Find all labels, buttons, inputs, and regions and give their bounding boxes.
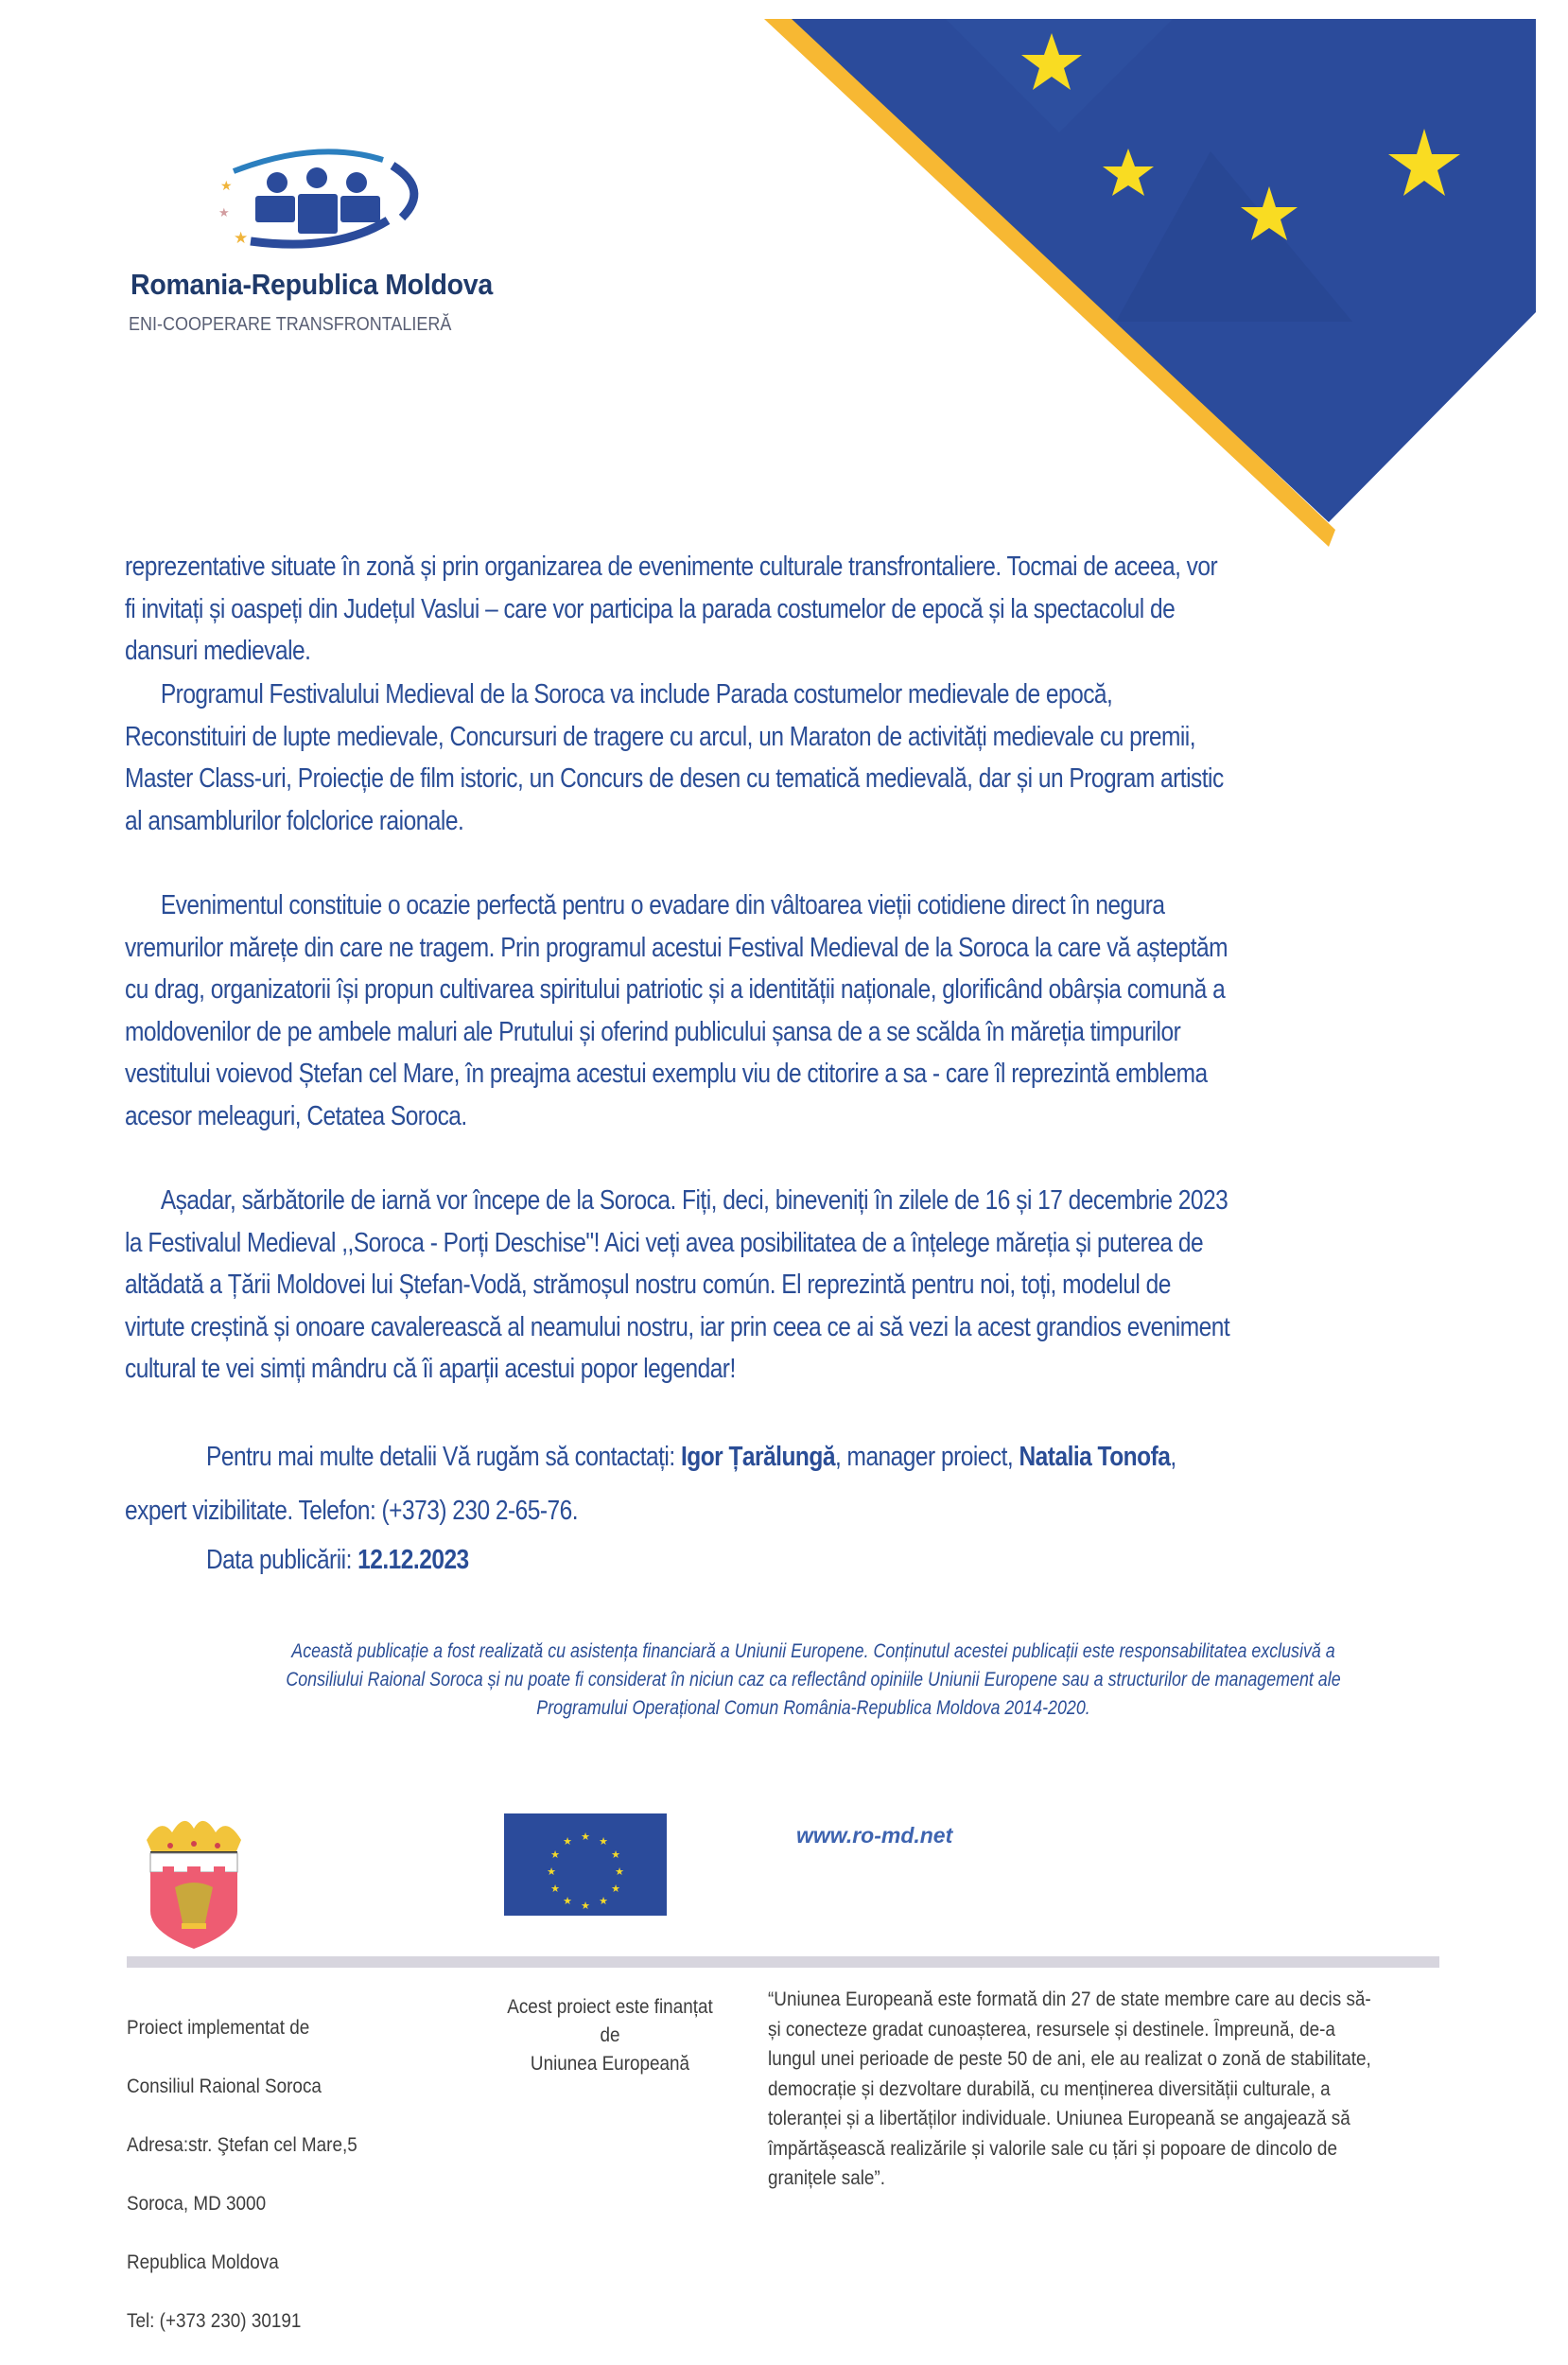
svg-text:★: ★ bbox=[599, 1896, 608, 1907]
svg-text:★: ★ bbox=[218, 205, 230, 219]
publication-date-label: Data publicării: bbox=[206, 1545, 358, 1575]
eu-disclaimer bbox=[170, 1638, 1456, 1723]
text-line: Consiliului Raional Soroca și nu poate fi considerat în niciun caz ca reflectând opiniile Uniunii Europene sau a structurilor de management ale bbox=[286, 1669, 1341, 1691]
eu-quote bbox=[768, 1985, 1449, 2194]
text-line: dansuri medievale. bbox=[125, 636, 311, 666]
svg-text:★: ★ bbox=[615, 1866, 624, 1878]
svg-text:★: ★ bbox=[220, 178, 233, 193]
svg-text:★: ★ bbox=[581, 1901, 590, 1912]
logo-title: Romania-Republica Moldova bbox=[131, 268, 493, 301]
contact-person-manager: Igor Țarălungă bbox=[680, 1442, 835, 1472]
text-line: acesor meleaguri, Cetatea Soroca. bbox=[125, 1100, 467, 1131]
website-link[interactable]: www.ro-md.net bbox=[796, 1823, 953, 1848]
text-line: toleranței și a libertăților individuale. Uniunea Europeană se angajează să bbox=[768, 2108, 1350, 2129]
text-line: al ansamblurilor folclorice raionale. bbox=[125, 805, 464, 836]
contact-phone-line: expert vizibilitate. Telefon: (+373) 230 2-65-76. bbox=[125, 1496, 579, 1526]
text-line: virtute creștină și onoare cavalerească al neamului nostru, iar prin ceea ce ai să vezi la acest grandios eveniment bbox=[125, 1311, 1230, 1342]
text-line: democrație și dezvoltare durabilă, cu menținerea diversității culturale, a bbox=[768, 2077, 1331, 2100]
text-line: Acest proiect este finanțat bbox=[507, 1996, 713, 2018]
text-line: Uniunea Europeană bbox=[530, 2053, 690, 2075]
text-line: Evenimentul constituie o ocazie perfectă pentru o evadare din vâltoarea vieții cotidiene direct în negura bbox=[160, 890, 1165, 920]
text-line: Reconstituiri de lupte medievale, Concursuri de tragere cu arcul, un Maraton de activități medievale cu premii, bbox=[125, 721, 1196, 752]
text-line: la Festivalul Medieval ,,Soroca - Porți Deschise"! Aici veți avea posibilitatea de a înțelege măreția și puterea de bbox=[125, 1227, 1204, 1258]
paragraph-cultural-events bbox=[125, 546, 1425, 673]
implementer-info bbox=[127, 1984, 383, 2365]
text-line: și conecteze gradat cunoașterea, resursele și destinele. Împreună, de-a bbox=[768, 2018, 1335, 2041]
soroca-coat-of-arms-icon bbox=[142, 1812, 246, 1949]
svg-text:★: ★ bbox=[599, 1836, 608, 1848]
contact-line: Pentru mai multe detalii Vă rugăm să contactați: Igor Țarălungă, manager proiect, Natalia Tonofa, bbox=[206, 1442, 1176, 1472]
text-line: de bbox=[600, 2024, 620, 2046]
text-line: Proiect implementat de bbox=[127, 2017, 310, 2039]
text-line: împărtășească realizările și valorile sale cu țări și popoare de dincolo de bbox=[768, 2137, 1337, 2160]
paragraph-festival-program bbox=[125, 674, 1425, 842]
text-line: cu drag, organizatorii își propun cultivarea spiritului patriotic și a identității naționale, glorificând obârșia comună a bbox=[125, 974, 1226, 1005]
cross-border-cooperation-people-icon bbox=[213, 147, 430, 260]
text-line: altădată a Țării Moldovei lui Ștefan-Vodă, strămoșul nostru común. El reprezintă pentru noi, toți, modelul de bbox=[125, 1270, 1171, 1300]
text-line: “Uniunea Europeană este formată din 27 de state membre care au decis să- bbox=[768, 1988, 1371, 2010]
text-line: granițele sale”. bbox=[768, 2167, 885, 2189]
text-line: reprezentative situate în zonă și prin organizarea de evenimente culturale transfrontaliere. Tocmai de aceea, vor bbox=[125, 552, 1218, 582]
svg-text:★: ★ bbox=[581, 1831, 590, 1843]
publication-date-value: 12.12.2023 bbox=[357, 1545, 469, 1575]
text-line: Master Class-uri, Proiecție de film istoric, un Concurs de desen cu tematică medievală, dar și un Program artistic bbox=[125, 763, 1224, 794]
text-line: Adresa:str. Ştefan cel Mare,5 bbox=[127, 2134, 357, 2156]
text-line: fi invitați și oaspeți din Județul Vaslui – care vor participa la parada costumelor de epocă și la spectacolul de bbox=[125, 593, 1176, 624]
text-line: vremurilor mărețe din care ne tragem. Prin programul acestui Festival Medieval de la Soroca la care vă așteptăm bbox=[125, 932, 1228, 963]
logo-subtitle: ENI-COOPERARE TRANSFRONTALIERĂ bbox=[129, 314, 452, 335]
text-line: Programul Festivalului Medieval de la Soroca va include Parada costumelor medievale de epocă, bbox=[160, 679, 1113, 710]
text-line: Soroca, MD 3000 bbox=[127, 2193, 267, 2215]
paragraph-event-description bbox=[125, 885, 1425, 1137]
paragraph-invitation bbox=[125, 1180, 1425, 1391]
contact-person-expert: Natalia Tonofa bbox=[1019, 1442, 1171, 1472]
svg-text:★: ★ bbox=[563, 1896, 572, 1907]
svg-text:★: ★ bbox=[611, 1849, 620, 1861]
text-line: lungul unei perioade de peste 50 de ani, ele au realizat o zonă de stabilitate, bbox=[768, 2048, 1371, 2070]
funding-info bbox=[492, 1993, 728, 2078]
svg-text:★: ★ bbox=[547, 1866, 556, 1878]
svg-text:★: ★ bbox=[563, 1836, 572, 1848]
svg-text:★: ★ bbox=[234, 229, 249, 247]
text-line: moldovenilor de pe ambele maluri ale Prutului și oferind publicului șansa de a se scălda în măreția timpurilor bbox=[125, 1016, 1181, 1047]
footer-separator bbox=[127, 1956, 1439, 1968]
svg-text:★: ★ bbox=[611, 1883, 620, 1895]
text-line: Tel: (+373 230) 30191 bbox=[127, 2310, 302, 2332]
svg-text:★: ★ bbox=[550, 1883, 560, 1895]
text-line: Această publicație a fost realizată cu asistența financiară a Uniunii Europene. Conținutul acestei publicații este responsabilitatea exclusivă a bbox=[291, 1640, 1335, 1662]
svg-text:★: ★ bbox=[550, 1849, 560, 1861]
text-line: Programului Operațional Comun România-Republica Moldova 2014-2020. bbox=[536, 1697, 1090, 1719]
text-line: Republica Moldova bbox=[127, 2251, 279, 2273]
contact-info bbox=[125, 1430, 1425, 1538]
text-line: vestitului voievod Ștefan cel Mare, în preajma acestui exemplu viu de ctitorire a sa - care îl reprezintă emblema bbox=[125, 1059, 1208, 1089]
eu-flag-icon bbox=[504, 1813, 667, 1916]
text-line: cultural te vei simți mândru că îi aparții acestui popor legendar! bbox=[125, 1354, 736, 1384]
publication-date bbox=[125, 1539, 1425, 1582]
text-line: Așadar, sărbătorile de iarnă vor începe de la Soroca. Fiți, deci, bineveniți în zilele de 16 și 17 decembrie 2023 bbox=[160, 1185, 1228, 1216]
text-line: Consiliul Raional Soroca bbox=[127, 2076, 322, 2097]
